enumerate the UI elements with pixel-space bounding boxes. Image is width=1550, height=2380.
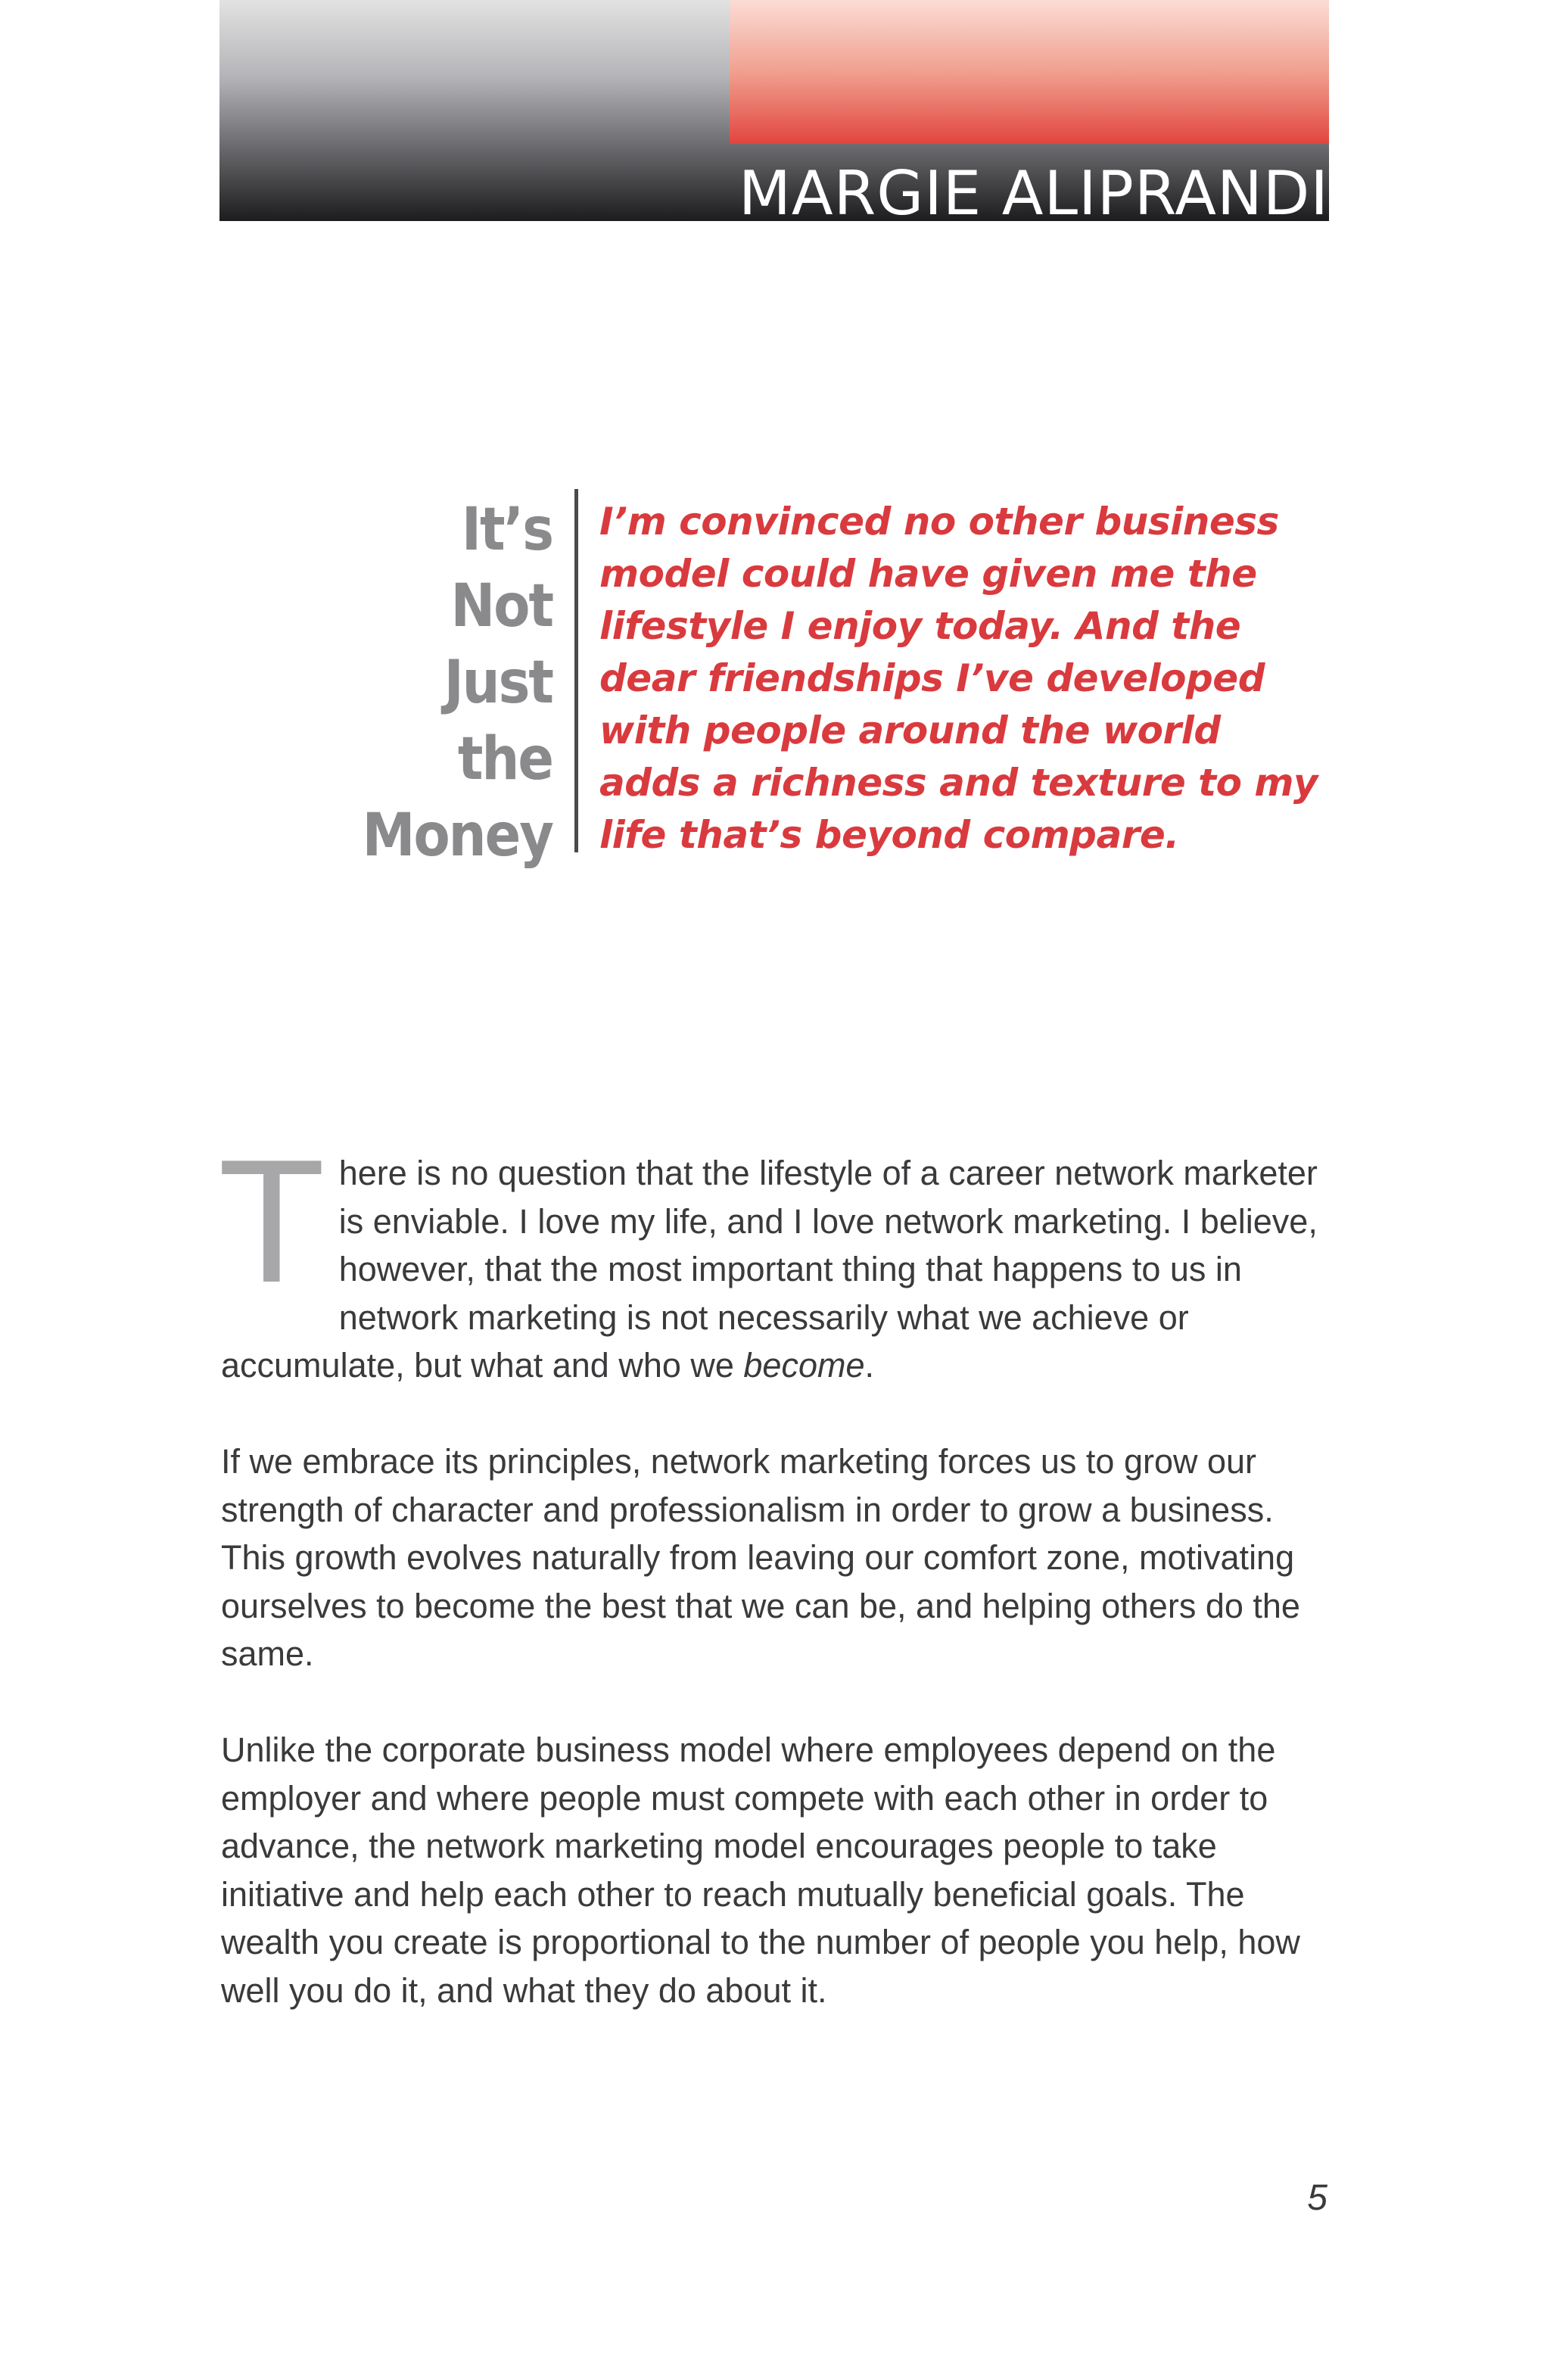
- chapter-title: [318, 492, 552, 874]
- paragraph-end: .: [864, 1346, 875, 1385]
- page-number: 5: [1307, 2178, 1327, 2218]
- pull-quote-line: model could have given me the: [599, 552, 1257, 596]
- pull-quote-line: adds a richness and texture to my: [599, 761, 1318, 805]
- chapter-title-line: Money: [362, 802, 552, 870]
- body-paragraph-1: [218, 1123, 1334, 1390]
- pull-quote-line: life that’s beyond compare.: [599, 813, 1179, 857]
- chapter-title-line: Not: [450, 572, 552, 640]
- emphasis-word: become: [743, 1346, 865, 1385]
- pull-quote: [599, 496, 1326, 861]
- pull-quote-line: with people around the world: [599, 709, 1221, 752]
- chapter-title-line: Just: [444, 649, 552, 717]
- pull-quote-line: dear friendships I’ve developed: [599, 656, 1265, 700]
- body-paragraph-2: If we embrace its principles, network marketing forces us to grow our strength of character and professionalism in order to grow a business. This growth evolves naturally from leaving our comfort zone, motivating ourselves to become the best that we can be, and helping others do the same.: [221, 1442, 1300, 1673]
- paragraph-text: here is no question that the lifestyle of a career network marketer is enviable. I love my life, and I love network marketing. I believe, however, that the most important thing that happens to us in network marketing is not necessarily what we achieve or accumulate, but what and who we: [221, 1154, 1318, 1385]
- drop-cap: T: [218, 1123, 325, 1319]
- pull-quote-line: lifestyle I enjoy today. And the: [599, 604, 1241, 648]
- pull-quote-line: I’m convinced no other business: [599, 500, 1279, 544]
- title-divider: [574, 489, 578, 852]
- chapter-title-line: It’s: [461, 496, 552, 564]
- body-paragraph-3: Unlike the corporate business model where employees depend on the employer and where people must compete with each other in order to advance, the network marketing model encourages people to take initiative and help each other to reach mutually beneficial goals. The wealth you create is proportional to the number of people you help, how well you do it, and what they do about it.: [221, 1730, 1300, 2010]
- body-text: [218, 1123, 1334, 2063]
- chapter-title-line: the: [457, 725, 552, 793]
- header-accent-block: [730, 0, 1329, 144]
- author-name: MARGIE ALIPRANDI: [738, 158, 1329, 221]
- header-band: [219, 0, 1329, 221]
